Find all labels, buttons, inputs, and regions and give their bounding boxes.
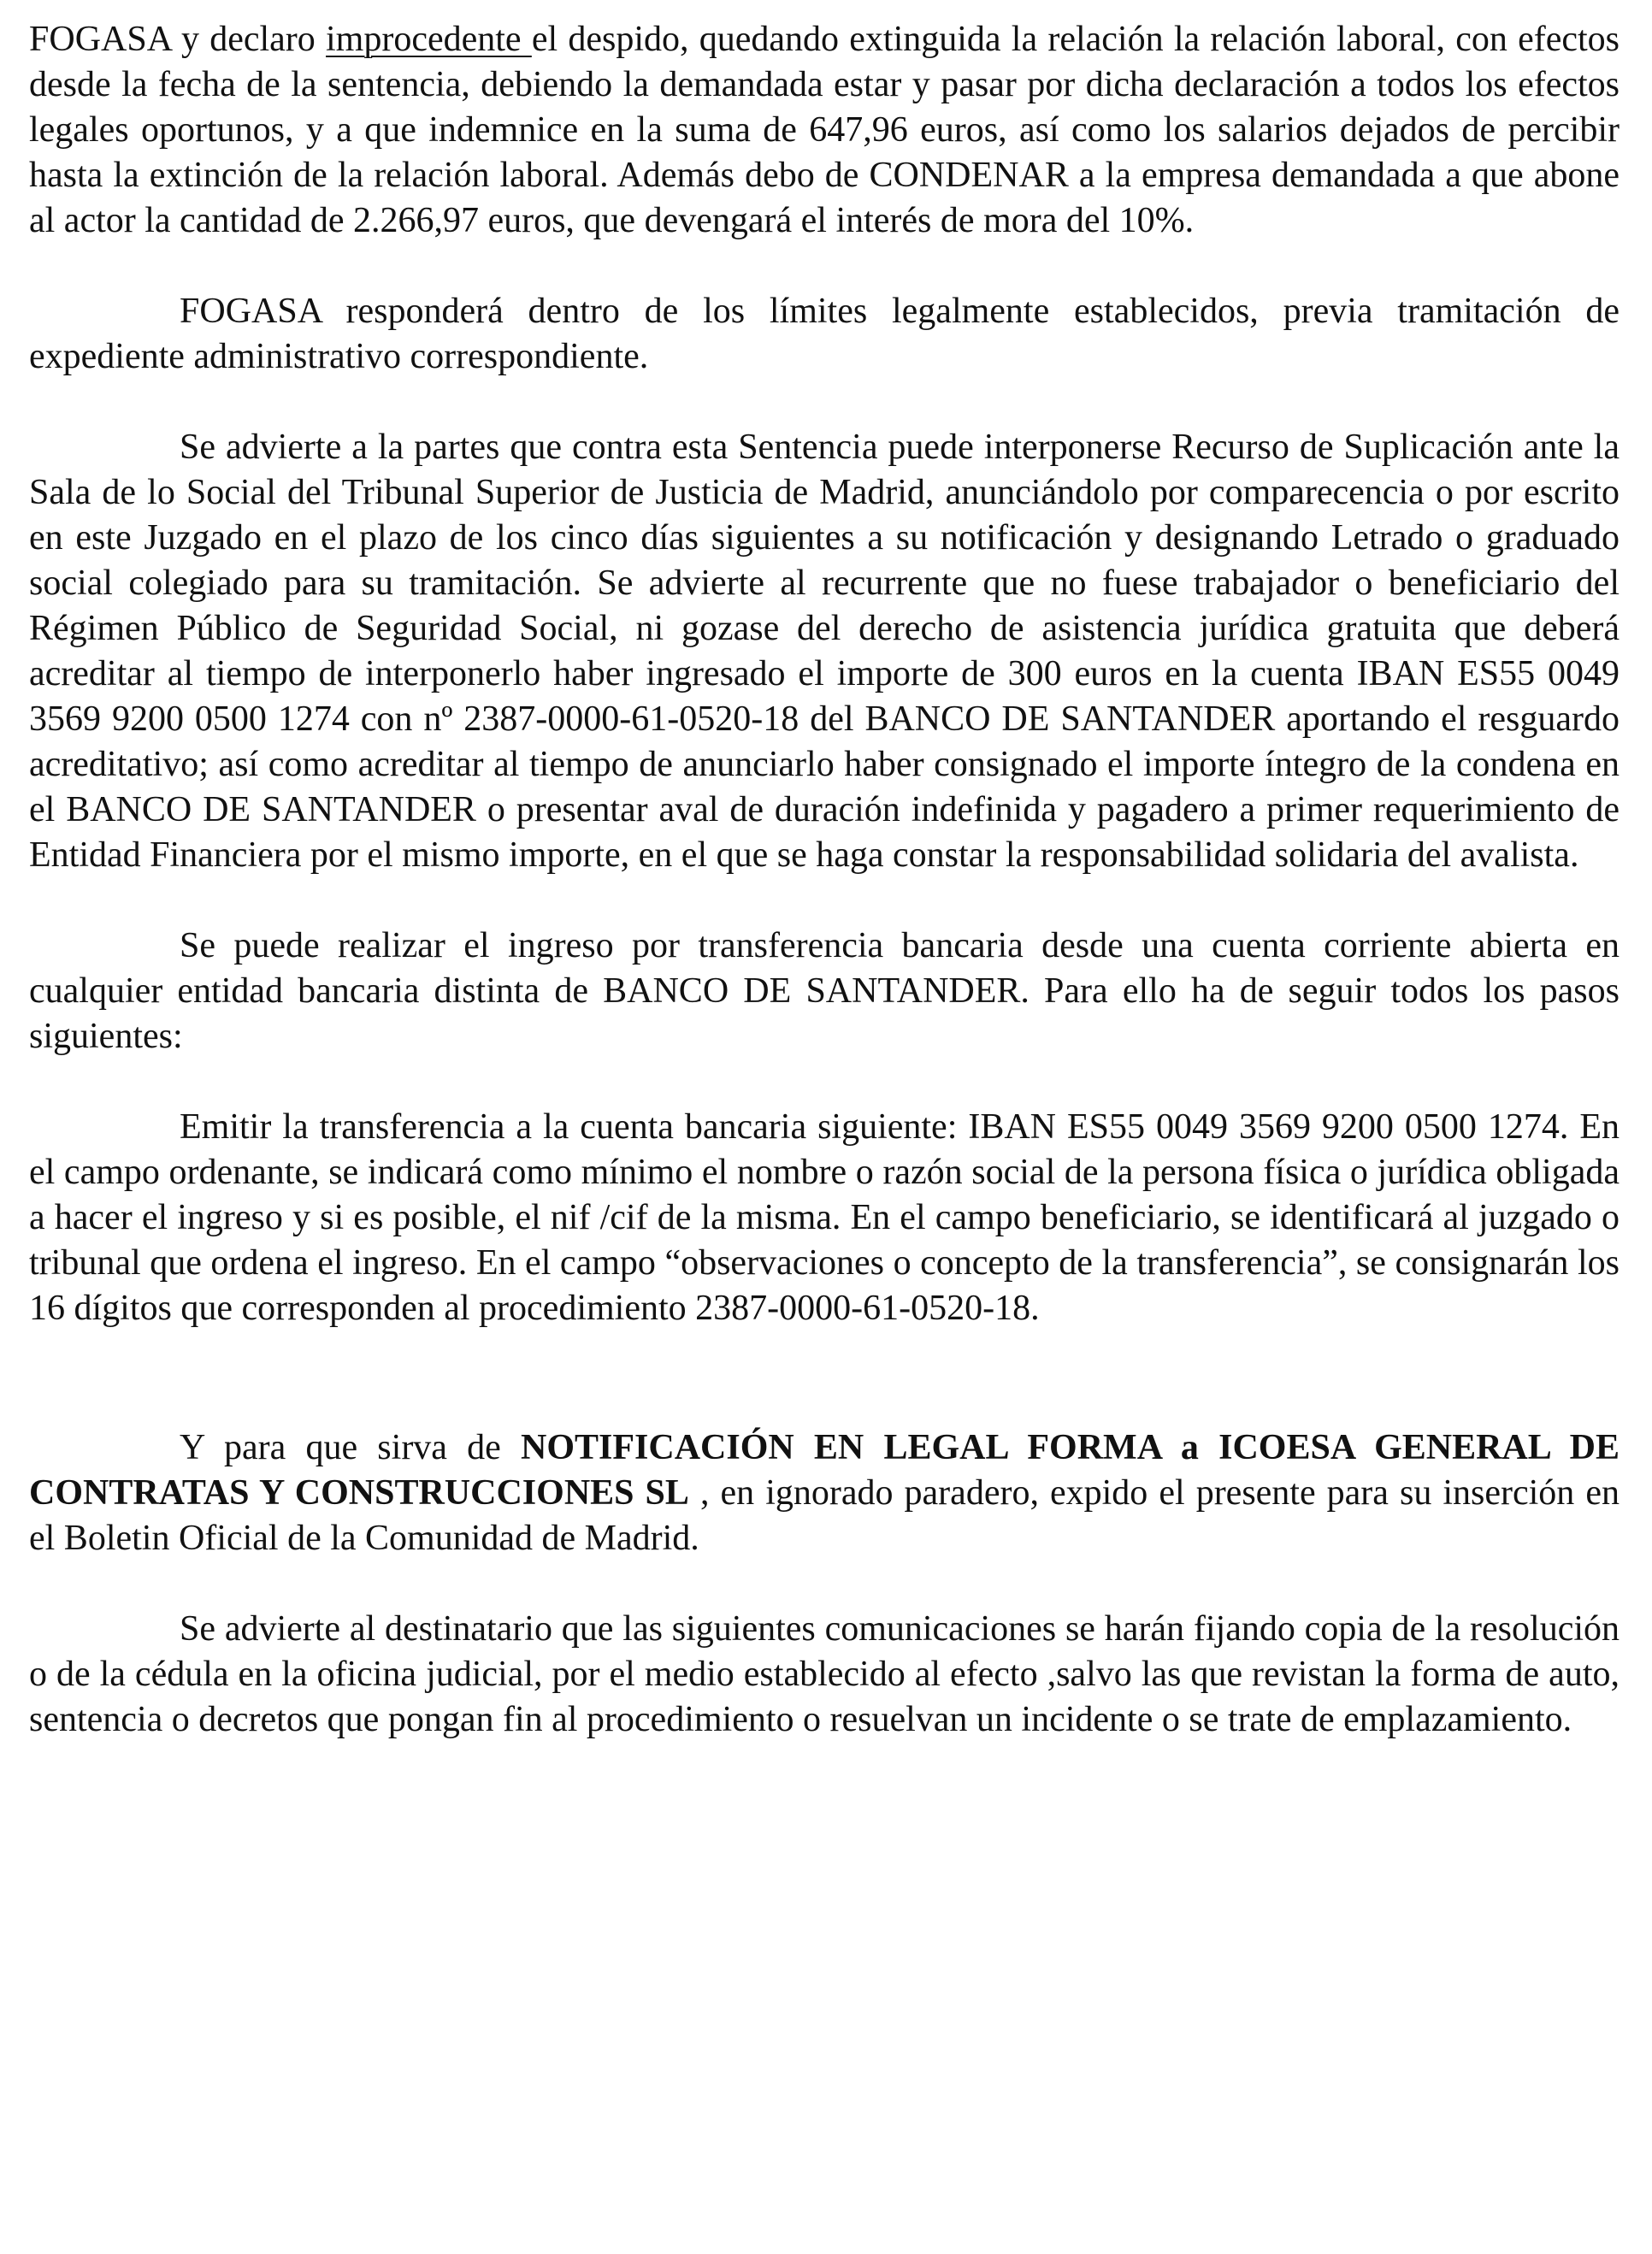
spacer [29, 1331, 1620, 1425]
ruling-rest: el despido, quedando extinguida la relación la relación laboral, con efectos desde la fecha de la sentencia, debiendo la demandada estar y pasar por dicha declaración a todos los efectos legales oportunos, y a que indemnice en la suma de 647,96 euros, así como los salarios dejados de percibir hasta la extinción de la relación laboral. Además debo de CONDENAR a la empresa demandada a que abone al actor la cantidad de 2.266,97 euros, que devengará el interés de mora del 10%. [29, 20, 1620, 240]
paragraph-transfer-steps: Emitir la transferencia a la cuenta bancaria siguiente: IBAN ES55 0049 3569 9200 0500 1274. En el campo ordenante, se indicará como mínimo el nombre o razón social de la persona física o jurídica obligada a hacer el ingreso y si es posible, el nif /cif de la misma. En el campo beneficiario, se identificará al juzgado o tribunal que ordena el ingreso. En el campo “observaciones o concepto de la transferencia”, se consignarán los 16 dígitos que corresponden al procedimiento 2387-0000-61-0520-18. [29, 1107, 1620, 1328]
paragraph-transfer-intro: Se puede realizar el ingreso por transferencia bancaria desde una cuenta corriente abierta en cualquier entidad bancaria distinta de BANCO DE SANTANDER. Para ello ha de seguir todos los pasos siguientes: [29, 926, 1620, 1056]
paragraph-ruling [29, 17, 1620, 244]
paragraph-communications-warning: Se advierte al destinatario que las siguientes comunicaciones se harán fijando copia de la resolución o de la cédula en la oficina judicial, por el medio establecido al efecto ,salvo las que revistan la forma de auto, sentencia o decretos que pongan fin al procedimiento o resuelvan un incidente o se trate de emplazamiento. [29, 1609, 1620, 1739]
notification-bold: NOTIFICACIÓN EN LEGAL FORMA a ICOESA GENERAL DE CONTRATAS Y CONSTRUCCIONES SL [29, 1428, 1620, 1513]
notification-rest: , en ignorado paradero, expido el presente para su inserción en el Boletin Oficial de la Comunidad de Madrid. [29, 1473, 1620, 1558]
ruling-underlined-term: improcedente [326, 20, 532, 59]
spacer [29, 380, 1620, 425]
document-page [29, 17, 1620, 1743]
spacer [29, 1059, 1620, 1105]
notification-lead: Y para que sirva de [180, 1428, 522, 1467]
spacer [29, 1561, 1620, 1607]
spacer [29, 878, 1620, 923]
ruling-lead: FOGASA y declaro [29, 20, 327, 59]
paragraph-notification [29, 1425, 1620, 1561]
spacer [29, 244, 1620, 289]
paragraph-appeal-notice: Se advierte a la partes que contra esta Sentencia puede interponerse Recurso de Suplicación ante la Sala de lo Social del Tribunal Superior de Justicia de Madrid, anunciándolo por comparecencia o por escrito en este Juzgado en el plazo de los cinco días siguientes a su notificación y designando Letrado o graduado social colegiado para su tramitación. Se advierte al recurrente que no fuese trabajador o beneficiario del Régimen Público de Seguridad Social, ni gozase del derecho de asistencia jurídica gratuita que deberá acreditar al tiempo de interponerlo haber ingresado el importe de 300 euros en la cuenta IBAN ES55 0049 3569 9200 0500 1274 con nº 2387-0000-61-0520-18 del BANCO DE SANTANDER aportando el resguardo acreditativo; así como acreditar al tiempo de anunciarlo haber consignado el importe íntegro de la condena en el BANCO DE SANTANDER o presentar aval de duración indefinida y pagadero a primer requerimiento de Entidad Financiera por el mismo importe, en el que se haga constar la responsabilidad solidaria del avalista. [29, 428, 1620, 875]
paragraph-fogasa: FOGASA responderá dentro de los límites legalmente establecidos, previa tramitación de expediente administrativo correspondiente. [29, 292, 1620, 376]
